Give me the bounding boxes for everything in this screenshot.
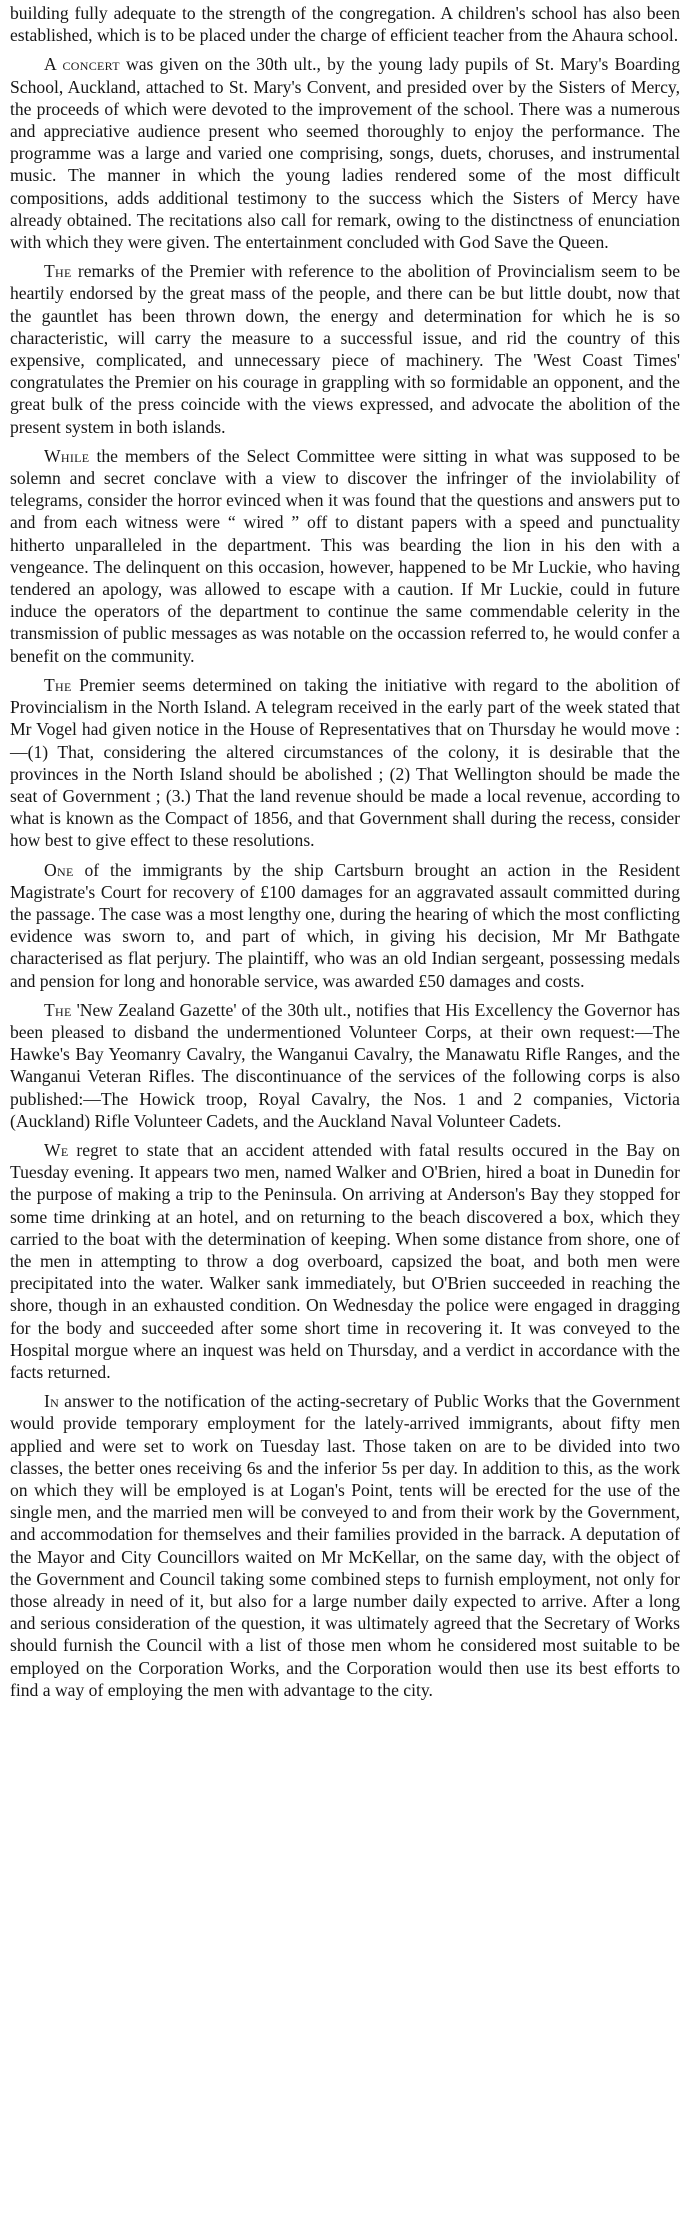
paragraph-north-island <box>10 674 680 852</box>
paragraph-text: the members of the Select Committee were sitting in what was supposed to be solemn and secret conclave with a view to discover the infringer of the inviolability of telegrams, consider the horror evinced when it was found that the questions and answers put to and from each witness were “ wired ” off to distant papers with a speed and punctuality hitherto unparalleled in the department. This was bearding the lion in his den with a vengeance. The delinquent on this occasion, however, happened to be Mr Luckie, who having tendered an apology, was allowed to escape with a caution. If Mr Luckie, could in future induce the operators of the department to continue the same commendable celerity in the transmission of public messages as was notable on the occassion referred to, he would confer a benefit on the community. <box>10 445 680 666</box>
paragraph-cartsburn <box>10 859 680 992</box>
paragraph-lead: A concert <box>44 54 120 75</box>
paragraph-lead: The <box>44 261 72 282</box>
paragraph-lead: We <box>44 1139 69 1160</box>
paragraph-text: remarks of the Premier with reference to the abolition of Provincialism seem to be heartily endorsed by the great mass of the people, and there can be but little doubt, now that the gauntlet has been thrown down, the energy and determination for which he is so characteristic, will carry the measure to a successful issue, and rid the country of this expensive, complicated, and unnecessary piece of machinery. The 'West Coast Times' congratulates the Premier on his courage in grappling with so formidable an opponent, and the great bulk of the press coincide with the views expressed, and advocate the abolition of the present system in both islands. <box>10 261 680 437</box>
paragraph-lead: One <box>44 859 74 880</box>
paragraph-text: regret to state that an accident attended with fatal results occured in the Bay on Tuesday evening. It appears two men, named Walker and O'Brien, hired a boat in Dunedin for the purpose of making a trip to the Peninsula. On arriving at Anderson's Bay they stopped for some time drinking at an hotel, and on returning to the beach discovered a box, which they carried to the boat with the determination of keeping. When some distance from shore, one of the men in attempting to throw a dog overboard, capsized the boat, and both men were precipitated into the water. Walker sank immediately, but O'Brien succeeded in reaching the shore, though in an exhausted condition. On Wednesday the police were engaged in dragging for the body and succeeded after some short time in recovering it. It was conveyed to the Hospital morgue where an inquest was held on Thursday, and a verdict in accordance with the facts returned. <box>10 1139 680 1382</box>
paragraph-lead: The <box>44 674 72 695</box>
paragraph-text: 'New Zealand Gazette' of the 30th ult., notifies that His Excellency the Governor has been pleased to disband the undermentioned Volunteer Corps, at their own request:—The Hawke's Bay Yeomanry Cavalry, the Wanganui Cavalry, the Manawatu Rifle Ranges, and the Wanganui Veteran Rifles. The discontinuance of the services of the following corps is also published:—The Howick troop, Royal Cavalry, the Nos. 1 and 2 companies, Victoria (Auckland) Rifle Volunteer Cadets, and the Auckland Naval Volunteer Cadets. <box>10 999 680 1131</box>
paragraph-text: was given on the 30th ult., by the young lady pupils of St. Mary's Boarding School, Auckland, attached to St. Mary's Convent, and presided over by the Sisters of Mercy, the proceeds of which were devoted to the improvement of the school. There was a numerous and appreciative audience present who seemed thoroughly to enjoy the performance. The programme was a large and varied one comprising, songs, duets, choruses, and instrumental music. The manner in which the young ladies rendered some of the most difficult compositions, adds additional testimony to the success which the Sisters of Mercy have already obtained. The recitations also call for remark, owing to the distinctness of enunciation with which they were given. The entertainment concluded with God Save the Queen. <box>10 54 680 253</box>
paragraph-text: of the immigrants by the ship Cartsburn brought an action in the Resident Magistrate's Court for recovery of £100 damages for an aggravated assault committed during the passage. The case was a most lengthy one, during the hearing of which the most conflicting evidence was sworn to, and part of which, in giving his decision, Mr Mr Bathgate characterised as flat perjury. The plaintiff, who was an old Indian sergeant, possessing medals and pension for long and honorable service, was awarded £50 damages and costs. <box>10 859 681 991</box>
paragraph-lead: In <box>44 1391 60 1412</box>
paragraph-provincialism <box>10 260 680 438</box>
paragraph-public-works <box>10 1390 680 1701</box>
paragraph-lead: The <box>44 999 72 1020</box>
paragraph-telegrams <box>10 445 680 667</box>
paragraph-gazette <box>10 999 680 1132</box>
paragraph-concert <box>10 53 680 253</box>
paragraph-accident <box>10 1139 680 1383</box>
paragraph-text: Premier seems determined on taking the initiative with regard to the abolition of Provincialism in the North Island. A telegram received in the early part of the week stated that Mr Vogel had given notice in the House of Representatives that on Thursday he would move :—(1) That, considering the altered circumstances of the colony, it is desirable that the provinces in the North Island should be abolished ; (2) That Wellington should be made the seat of Government ; (3.) That the land revenue should be made a local revenue, according to what is known as the Compact of 1856, and that Government shall during the recess, consider how best to give effect to these resolutions. <box>10 674 680 851</box>
paragraph-lead: While <box>44 445 90 466</box>
paragraph-church-school <box>10 2 680 46</box>
paragraph-text: building fully adequate to the strength of the congregation. A children's school has also been established, which is to be placed under the charge of efficient teacher from the Ahaura school. <box>10 3 680 46</box>
paragraph-text: answer to the notification of the acting-secretary of Public Works that the Government would provide temporary employment for the lately-arrived immigrants, about fifty men applied and were set to work on Tuesday last. Those taken on are to be divided into two classes, the better ones receiving 6s and the inferior 5s per day. In addition to this, as the work on which they will be employed is at Logan's Point, tents will be erected for the use of the single men, and the married men will be conveyed to and from their work by the Government, and accommodation for themselves and their families provided in the barrack. A deputation of the Mayor and City Councillors waited on Mr McKellar, on the same day, with the object of the Government and Council taking some combined steps to furnish employment, not only for those already in need of it, but also for a large number daily expected to arrive. After a long and serious consideration of the question, it was ultimately agreed that the Secretary of Works should furnish the Council with a list of those men whom he considered most suitable to be employed on the Corporation Works, and the Corporation would then use its best efforts to find a way of employing the men with advantage to the city. <box>10 1391 680 1700</box>
